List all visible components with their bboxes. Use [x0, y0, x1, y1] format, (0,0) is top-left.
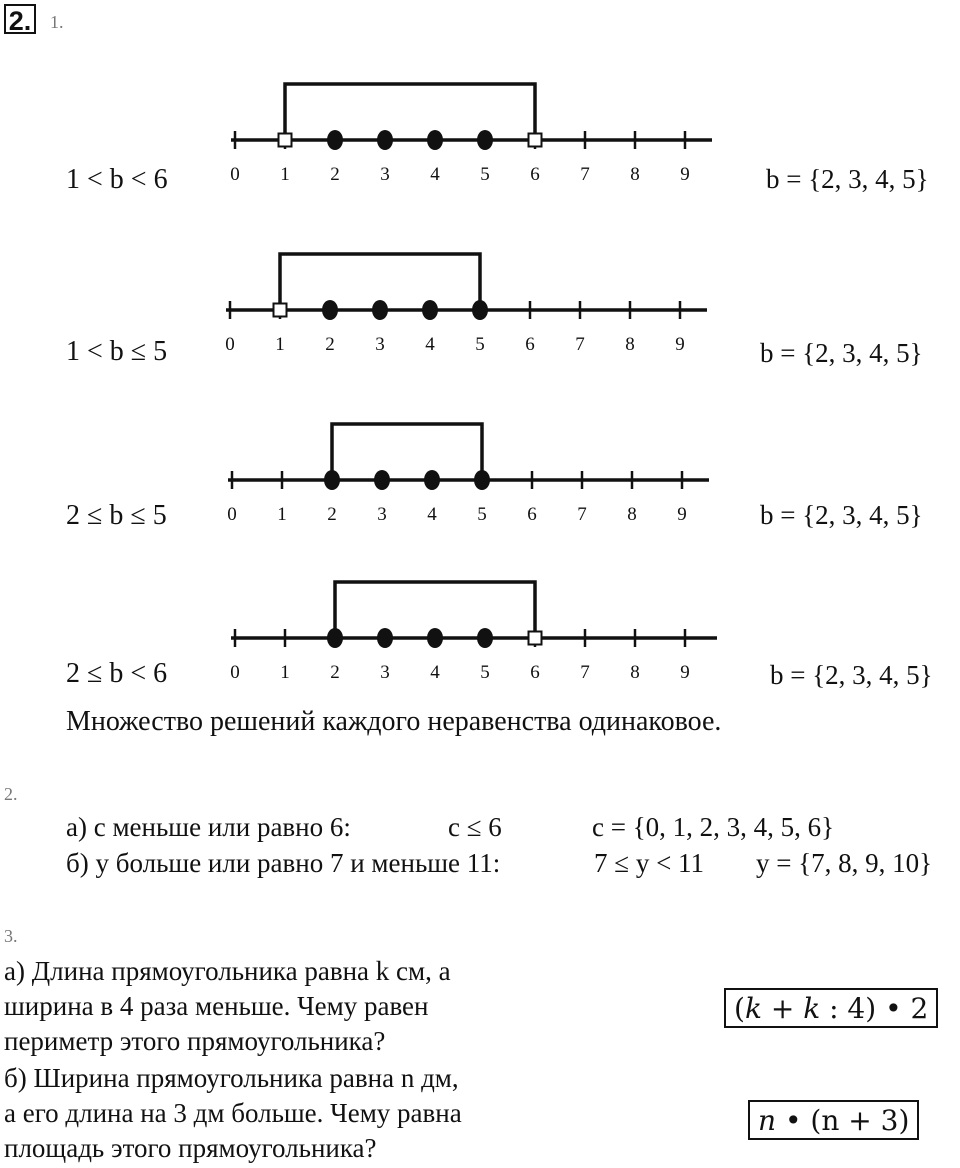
tick-label-0: 0	[230, 662, 240, 683]
task-number: 2.	[4, 4, 36, 34]
tick-label-9: 9	[680, 662, 690, 683]
filled-point-4	[424, 470, 440, 490]
tick-label-1: 1	[280, 662, 290, 683]
tick-label-2: 2	[330, 662, 340, 683]
tick-label-2: 2	[330, 164, 340, 185]
inequality-1: 1 < b < 6	[66, 164, 168, 195]
tick-label-4: 4	[425, 334, 435, 355]
part2-a-inequality: c ≤ 6	[448, 812, 502, 842]
tick-label-2: 2	[327, 504, 337, 525]
filled-point-5	[477, 130, 493, 150]
tick-label-5: 5	[475, 334, 485, 355]
answer-4: b = {2, 3, 4, 5}	[770, 660, 933, 690]
tick-label-5: 5	[480, 164, 490, 185]
part3-a-line-3: периметр этого прямоугольника?	[4, 1026, 386, 1056]
tick-label-8: 8	[630, 164, 640, 185]
filled-point-2	[322, 300, 338, 320]
tick-label-1: 1	[280, 164, 290, 185]
tick-label-6: 6	[530, 164, 540, 185]
tick-label-1: 1	[277, 504, 287, 525]
tick-label-6: 6	[527, 504, 537, 525]
filled-point-3	[372, 300, 388, 320]
tick-label-9: 9	[675, 334, 685, 355]
tick-label-6: 6	[530, 662, 540, 683]
filled-point-3	[374, 470, 390, 490]
part2-b-answer: y = {7, 8, 9, 10}	[756, 848, 933, 878]
part1-label: 1.	[50, 12, 64, 32]
number-line-1	[225, 78, 720, 190]
tick-label-8: 8	[630, 662, 640, 683]
part2-b-inequality: 7 ≤ y < 11	[594, 848, 705, 878]
solution-bracket	[285, 84, 535, 140]
part3-b-line-2: а его длина на 3 дм больше. Чему равна	[4, 1098, 462, 1128]
tick-label-3: 3	[380, 164, 390, 185]
part3-a-line-1: а) Длина прямоугольника равна k см, а	[4, 956, 451, 986]
tick-label-8: 8	[627, 504, 637, 525]
tick-label-3: 3	[377, 504, 387, 525]
filled-point-2	[327, 628, 343, 648]
part2-label: 2.	[4, 784, 18, 804]
part2-a-text: а) c меньше или равно 6:	[66, 812, 351, 842]
conclusion: Множество решений каждого неравенства одинаковое.	[66, 706, 722, 737]
answer-2: b = {2, 3, 4, 5}	[760, 338, 923, 368]
tick-label-1: 1	[275, 334, 285, 355]
open-point-6	[529, 134, 542, 147]
open-point-1	[274, 304, 287, 317]
tick-label-7: 7	[580, 662, 590, 683]
filled-point-4	[427, 628, 443, 648]
formula-a: (k + k : 4) • 2	[724, 988, 938, 1028]
tick-label-3: 3	[380, 662, 390, 683]
tick-label-9: 9	[680, 164, 690, 185]
tick-label-4: 4	[427, 504, 437, 525]
number-line-3	[222, 418, 717, 530]
tick-label-4: 4	[430, 662, 440, 683]
part3-a-line-2: ширина в 4 раза меньше. Чему равен	[4, 991, 429, 1021]
filled-point-5	[472, 300, 488, 320]
filled-point-4	[427, 130, 443, 150]
open-point-6	[529, 632, 542, 645]
number-line-4	[225, 576, 725, 688]
tick-label-7: 7	[575, 334, 585, 355]
tick-label-7: 7	[580, 164, 590, 185]
part2-b-text: б) y больше или равно 7 и меньше 11:	[66, 848, 501, 878]
number-line-2	[220, 248, 715, 360]
tick-label-9: 9	[677, 504, 687, 525]
filled-point-4	[422, 300, 438, 320]
solution-bracket	[332, 424, 482, 480]
filled-point-5	[477, 628, 493, 648]
filled-point-5	[474, 470, 490, 490]
tick-label-5: 5	[480, 662, 490, 683]
tick-label-4: 4	[430, 164, 440, 185]
inequality-2: 1 < b ≤ 5	[66, 336, 168, 367]
tick-label-6: 6	[525, 334, 535, 355]
filled-point-2	[327, 130, 343, 150]
tick-label-0: 0	[227, 504, 237, 525]
tick-label-0: 0	[225, 334, 235, 355]
filled-point-3	[377, 130, 393, 150]
filled-point-3	[377, 628, 393, 648]
inequality-3: 2 ≤ b ≤ 5	[66, 500, 167, 531]
part3-b-line-3: площадь этого прямоугольника?	[4, 1133, 377, 1163]
inequality-4: 2 ≤ b < 6	[66, 658, 168, 689]
tick-label-7: 7	[577, 504, 587, 525]
tick-label-2: 2	[325, 334, 335, 355]
formula-b: n • (n + 3)	[748, 1100, 919, 1140]
tick-label-3: 3	[375, 334, 385, 355]
open-point-1	[279, 134, 292, 147]
part3-label: 3.	[4, 926, 18, 946]
answer-1: b = {2, 3, 4, 5}	[766, 164, 929, 194]
tick-label-5: 5	[477, 504, 487, 525]
part3-b-line-1: б) Ширина прямоугольника равна n дм,	[4, 1063, 459, 1093]
tick-label-8: 8	[625, 334, 635, 355]
filled-point-2	[324, 470, 340, 490]
answer-3: b = {2, 3, 4, 5}	[760, 500, 923, 530]
tick-label-0: 0	[230, 164, 240, 185]
part2-a-answer: c = {0, 1, 2, 3, 4, 5, 6}	[592, 812, 835, 842]
